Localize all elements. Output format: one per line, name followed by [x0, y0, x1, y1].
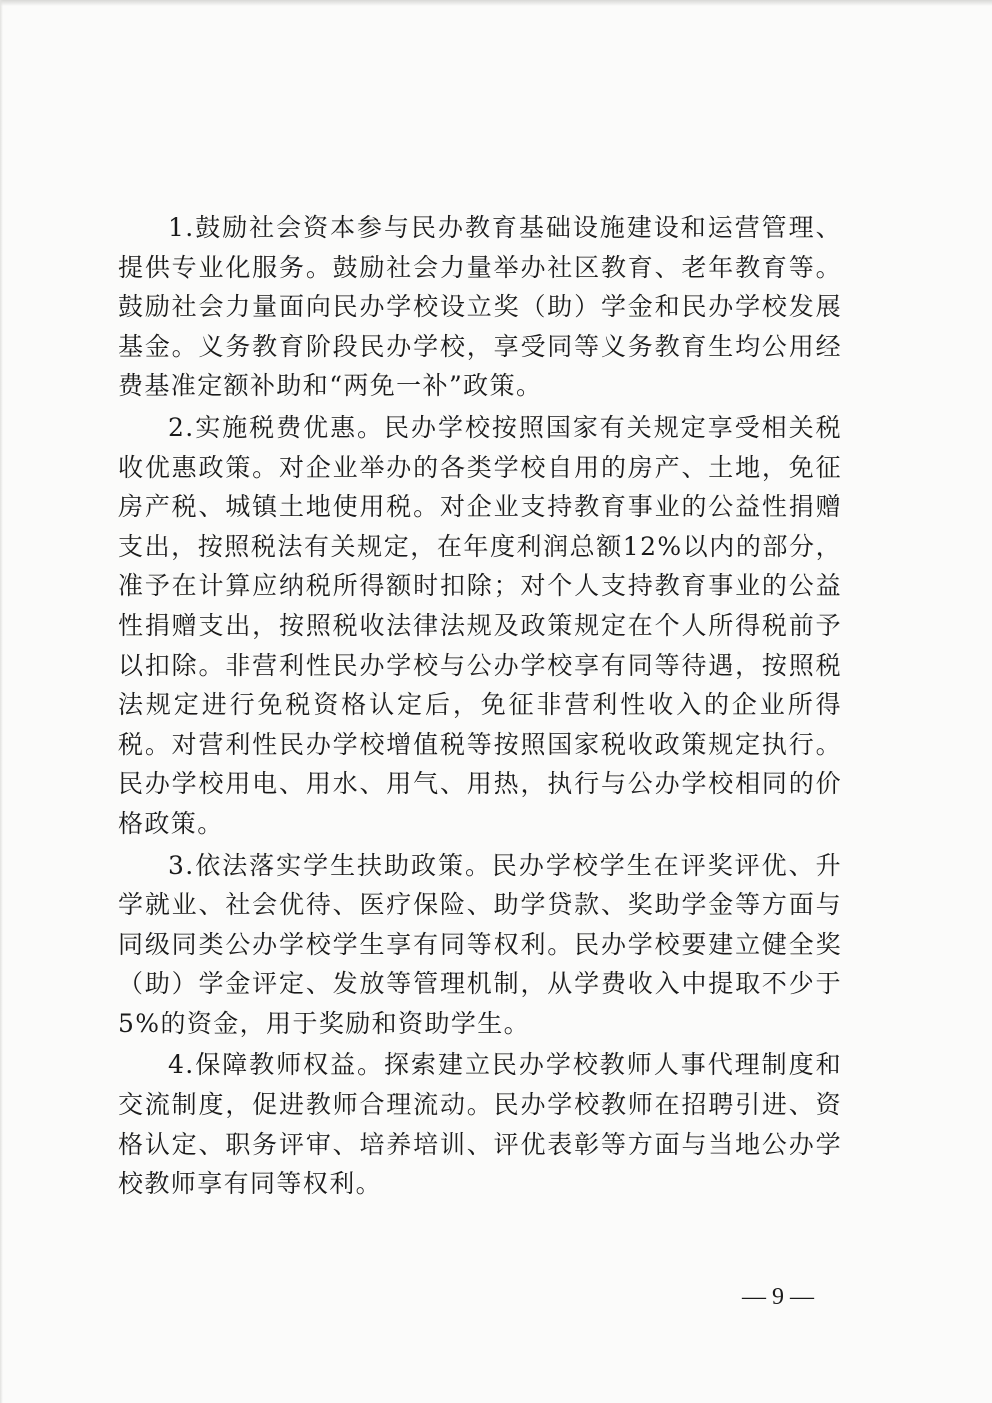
paragraph-4: 4.保障教师权益。探索建立民办学校教师人事代理制度和交流制度，促进教师合理流动。民办学校教师在招聘引进、资格认定、职务评审、培养培训、评优表彰等方面与当地公办学校教师享有同等权利。 — [118, 1050, 842, 1199]
scan-edge-top — [0, 0, 992, 6]
paragraph-3: 3.依法落实学生扶助政策。民办学校学生在评奖评优、升学就业、社会优待、医疗保险、助学贷款、奖助学金等方面与同级同类公办学校学生享有同等权利。民办学校要建立健全奖（助）学金评定、发放等管理机制，从学费收入中提取不少于5%的资金，用于奖励和资助学生。 — [118, 850, 842, 1038]
scan-edge-left — [0, 0, 3, 1403]
paragraph-2: 2.实施税费优惠。民办学校按照国家有关规定享受相关税收优惠政策。对企业举办的各类学校自用的房产、土地，免征房产税、城镇土地使用税。对企业支持教育事业的公益性捐赠支出，按照税法有关规定，在年度利润总额12%以内的部分，准予在计算应纳税所得额时扣除；对个人支持教育事业的公益性捐赠支出，按照税收法律法规及政策规定在个人所得税前予以扣除。非营利性民办学校与公办学校享有同等待遇，按照税法规定进行免税资格认定后，免征非营利性收入的企业所得税。对营利性民办学校增值税等按照国家税收政策规定执行。民办学校用电、用水、用气、用热，执行与公办学校相同的价格政策。 — [118, 412, 842, 838]
page-number: — 9 — — [742, 1284, 814, 1310]
document-body — [118, 208, 842, 1206]
paragraph-1: 1.鼓励社会资本参与民办教育基础设施建设和运营管理、提供专业化服务。鼓励社会力量举办社区教育、老年教育等。鼓励社会力量面向民办学校设立奖（助）学金和民办学校发展基金。义务教育阶段民办学校，享受同等义务教育生均公用经费基准定额补助和“两免一补”政策。 — [118, 213, 842, 401]
